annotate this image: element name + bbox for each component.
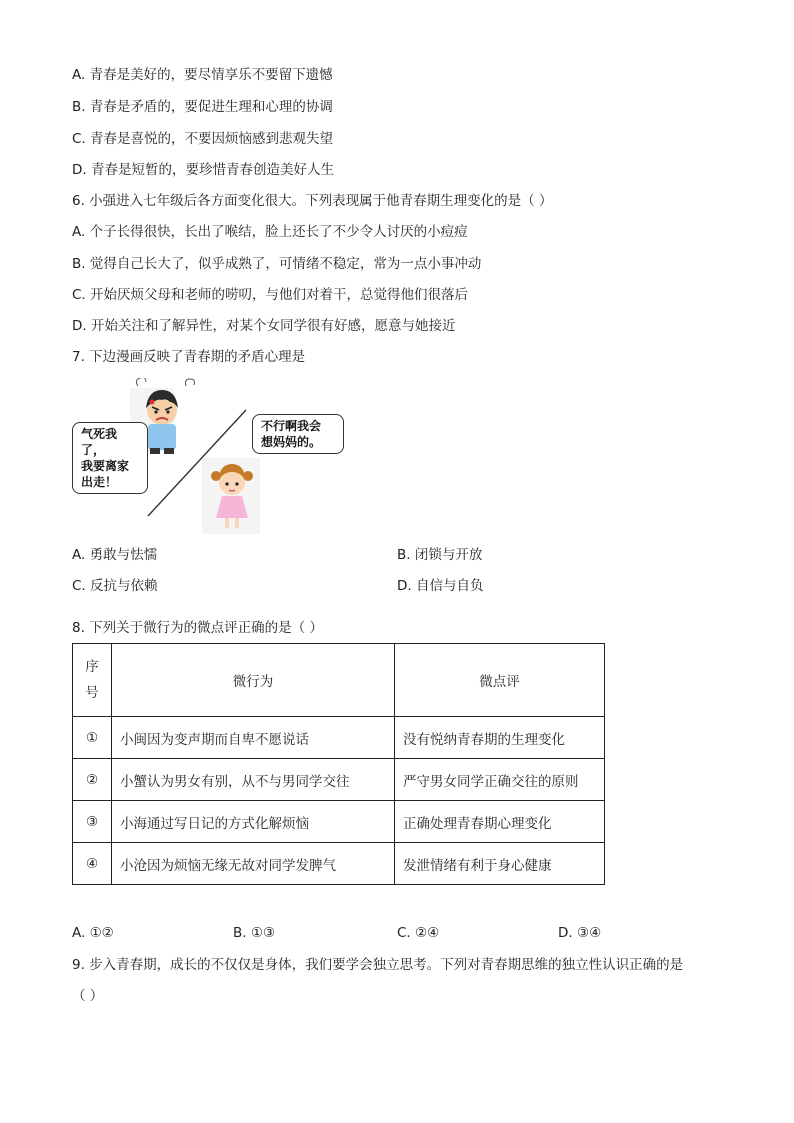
q7-cartoon <box>70 378 390 538</box>
boy-shirt <box>148 424 176 450</box>
row-seq: ③ <box>73 801 112 843</box>
row-comment: 发泄情绪有利于身心健康 <box>395 843 605 885</box>
boy-speech-bubble: 气死我了， 我要离家 出走！ <box>72 422 148 494</box>
table-header-row <box>73 644 605 717</box>
girl-figure <box>202 458 260 534</box>
row-comment: 没有悦纳青春期的生理变化 <box>395 717 605 759</box>
header-comment: 微点评 <box>395 644 605 717</box>
q8-option-d: D. ③④ <box>558 925 602 941</box>
row-behavior: 小沧因为烦恼无缘无故对同学发脾气 <box>112 843 395 885</box>
row-behavior: 小蟹认为男女有别，从不与男同学交往 <box>112 759 395 801</box>
header-behavior: 微行为 <box>112 644 395 717</box>
row-comment: 严守男女同学正确交往的原则 <box>395 759 605 801</box>
row-comment: 正确处理青春期心理变化 <box>395 801 605 843</box>
q8-table <box>72 643 605 885</box>
row-seq: ① <box>73 717 112 759</box>
q9-stem: 9. 步入青春期，成长的不仅仅是身体，我们要学会独立思考。下列对青春期思维的独立性认识正确的是 <box>72 957 684 973</box>
q8-option-a: A. ①② <box>72 925 114 941</box>
q7-stem: 7. 下边漫画反映了青春期的矛盾心理是 <box>72 349 306 365</box>
q8-option-b: B. ①③ <box>233 925 276 941</box>
q5-option-a: A. 青春是美好的，要尽情享乐不要留下遗憾 <box>72 67 333 83</box>
q8-option-c: C. ②④ <box>397 925 440 941</box>
q6-option-a: A. 个子长得很快，长出了喉结，脸上还长了不少令人讨厌的小痘痘 <box>72 224 468 240</box>
q6-option-c: C. 开始厌烦父母和老师的唠叨，与他们对着干，总觉得他们很落后 <box>72 287 469 303</box>
table-row <box>73 843 605 885</box>
girl-speech-bubble: 不行啊我会 想妈妈的。 <box>252 414 344 454</box>
table-row <box>73 717 605 759</box>
q6-option-d: D. 开始关注和了解异性，对某个女同学很有好感，愿意与她接近 <box>72 318 456 334</box>
q6-option-b: B. 觉得自己长大了，似乎成熟了，可情绪不稳定，常为一点小事冲动 <box>72 256 482 272</box>
q7-option-b: B. 闭锁与开放 <box>397 547 483 563</box>
steam-puff-right <box>186 379 195 386</box>
table-row <box>73 801 605 843</box>
q7-option-c: C. 反抗与依赖 <box>72 578 158 594</box>
row-seq: ④ <box>73 843 112 885</box>
row-seq: ② <box>73 759 112 801</box>
q5-option-c: C. 青春是喜悦的，不要因烦恼感到悲观失望 <box>72 131 334 147</box>
q8-stem: 8. 下列关于微行为的微点评正确的是（ ） <box>72 620 323 636</box>
row-behavior: 小海通过写日记的方式化解烦恼 <box>112 801 395 843</box>
table-row <box>73 759 605 801</box>
q7-option-d: D. 自信与自负 <box>397 578 484 594</box>
q6-stem: 6. 小强进入七年级后各方面变化很大。下列表现属于他青春期生理变化的是（ ） <box>72 193 553 209</box>
q5-option-d: D. 青春是短暂的，要珍惜青春创造美好人生 <box>72 162 334 178</box>
q7-option-a: A. 勇敢与怯懦 <box>72 547 158 563</box>
q9-answer-blank: （ ） <box>72 988 104 1004</box>
row-behavior: 小闽因为变声期而自卑不愿说话 <box>112 717 395 759</box>
steam-puff-left <box>136 378 146 386</box>
q5-option-b: B. 青春是矛盾的，要促进生理和心理的协调 <box>72 99 333 115</box>
header-seq: 序 号 <box>73 644 112 717</box>
